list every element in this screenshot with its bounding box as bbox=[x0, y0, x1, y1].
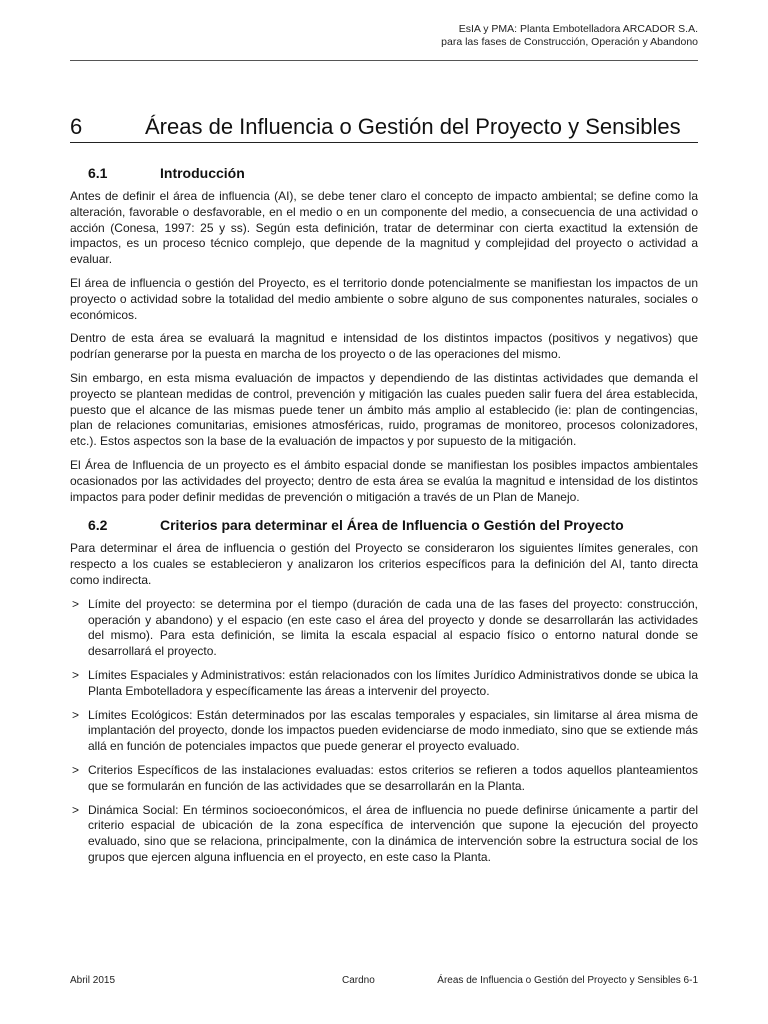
paragraph: Dentro de esta área se evaluará la magnitud e intensidad de los distintos impactos (positivos y negativos) que podrían generarse por la puesta en marcha de los proyecto o de las operaciones del mismo. bbox=[70, 331, 698, 362]
list-item bbox=[70, 668, 698, 700]
page-content bbox=[70, 163, 698, 874]
bullet-marker: > bbox=[72, 596, 80, 611]
bullet-marker: > bbox=[72, 802, 80, 817]
header-line-2: para las fases de Construcción, Operación y Abandono bbox=[441, 36, 698, 48]
paragraph: Antes de definir el área de influencia (AI), se debe tener claro el concepto de impacto ambiental; se define como la alteración, favorable o desfavorable, en el medio o en un componente del medio, a consecuencia de una actividad o acción (Conesa, 1997: 25 y ss). Según esta definición, tratar de determinar con cierta exactitud la extensión de impactos, es un proceso técnico complejo, que depende de la magnitud y complejidad del proyecto o actividad a evaluar. bbox=[70, 189, 698, 267]
section-title: Criterios para determinar el Área de Influencia o Gestión del Proyecto bbox=[160, 517, 624, 534]
bullet-marker: > bbox=[72, 707, 80, 722]
section-heading-6-2 bbox=[88, 515, 698, 535]
list-item-text: Dinámica Social: En términos socioeconómicos, el área de influencia no puede definirse únicamente a partir del criterio espacial de ubicación de la zona específica de intervención que supone la ejecución del proyecto evaluado, sino que se relaciona, principalmente, con la dinámica de intervención sobre la estructura social de los grupos que ejercen alguna influencia en el proyecto, en este caso la Planta. bbox=[88, 802, 698, 864]
list-item-text: Límites Ecológicos: Están determinados por las escalas temporales y espaciales, sin limitarse al área misma de implantación del proyecto, donde los impactos pueden evidenciarse de modo inmediato, sino que se extiende más allá en función de potenciales impactos que puede generar el proyecto evaluado. bbox=[88, 707, 698, 754]
list-item-text: Límites Espaciales y Administrativos: están relacionados con los límites Jurídico Administrativos donde se ubica la Planta Embotelladora y específicamente las áreas a intervenir del proyecto. bbox=[88, 667, 698, 698]
list-item-text: Criterios Específicos de las instalaciones evaluadas: estos criterios se refieren a todos aquellos planteamientos que se formularán en función de las actividades que se desarrollarán en la Planta. bbox=[88, 762, 698, 793]
bullet-marker: > bbox=[72, 667, 80, 682]
chapter-title: Áreas de Influencia o Gestión del Proyecto y Sensibles bbox=[145, 114, 681, 139]
section-number: 6.2 bbox=[88, 517, 108, 534]
list-item bbox=[70, 597, 698, 660]
page-header bbox=[70, 23, 698, 49]
bullet-marker: > bbox=[72, 762, 80, 777]
footer-date: Abril 2015 bbox=[70, 975, 116, 986]
section-number: 6.1 bbox=[88, 165, 108, 181]
page-footer bbox=[70, 975, 698, 986]
footer-page-label: Áreas de Influencia o Gestión del Proyecto y Sensibles 6-1 bbox=[437, 975, 698, 986]
list-item bbox=[70, 763, 698, 795]
list-item bbox=[70, 708, 698, 755]
chapter-heading bbox=[70, 113, 698, 141]
paragraph: El Área de Influencia de un proyecto es el ámbito espacial donde se manifiestan los posibles impactos ambientales ocasionados por las actividades del proyecto; dentro de esta área se evalúa la magnitud e intensidad de los distintos impactos para poder definir medidas de prevención o mitigación a través de un Plan de Manejo. bbox=[70, 457, 698, 504]
chapter-number: 6 bbox=[70, 114, 83, 139]
paragraph: Para determinar el área de influencia o gestión del Proyecto se consideraron los siguientes límites generales, con respecto a los cuales se establecieron y analizaron los criterios específicos para la definición del AI, tanto directa como indirecta. bbox=[70, 541, 698, 587]
paragraph: El área de influencia o gestión del Proyecto, es el territorio donde potencialmente se manifiestan los impactos de un proyecto o actividad sobre la totalidad del medio ambiente o sobre alguno de sus componentes naturales, sociales o económicos. bbox=[70, 275, 698, 322]
paragraph: Sin embargo, en esta misma evaluación de impactos y dependiendo de las distintas actividades que demanda el proyecto se plantean medidas de control, prevención y mitigación las cuales pueden salir fuera del área establecida, puesto que el alcance de las mismas puede tener un ámbito más amplio al establecido (ie: plan de contingencias, plan de relaciones comunitarias, emisiones atmosféricas, ruido, programas de monitoreo, procesos colonizadores, etc.). Estos aspectos son la base de la evaluación de impactos y por supuesto de la mitigación. bbox=[70, 370, 698, 449]
chapter-divider bbox=[70, 142, 698, 143]
list-item-text: Límite del proyecto: se determina por el tiempo (duración de cada una de las fases del proyecto: construcción, operación y abandono) y el espacio (en este caso el área del proyecto y donde se desarrollarán las actividades del mismo). Para esta definición, se limita la escala espacial al espacio físico o entorno natural donde se desarrollará el proyecto. bbox=[88, 596, 698, 659]
section-title: Introducción bbox=[160, 165, 245, 181]
list-item bbox=[70, 803, 698, 866]
header-line-1: EsIA y PMA: Planta Embotelladora ARCADOR S.A. bbox=[458, 23, 698, 35]
section-heading-6-1 bbox=[88, 163, 698, 183]
footer-company: Cardno bbox=[342, 975, 375, 986]
criteria-list bbox=[70, 597, 698, 866]
header-divider bbox=[70, 60, 698, 61]
